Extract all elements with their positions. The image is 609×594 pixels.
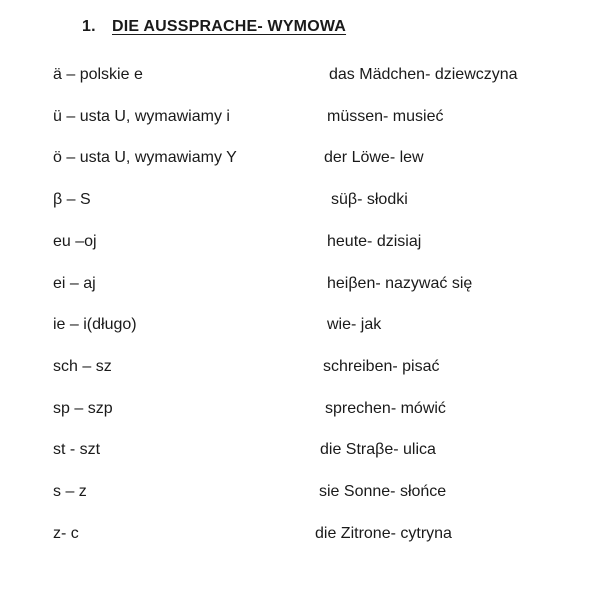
- table-row: [0, 441, 609, 465]
- table-row: [0, 316, 609, 340]
- table-row: [0, 108, 609, 132]
- pronunciation-rule: ü – usta U, wymawiamy i: [53, 107, 230, 125]
- table-row: [0, 233, 609, 257]
- example-word: schreiben- pisać: [323, 357, 440, 375]
- pronunciation-rule: s – z: [53, 483, 87, 500]
- pronunciation-rule: sch – sz: [53, 357, 112, 375]
- section-heading: DIE AUSSPRACHE- WYMOWA: [112, 18, 347, 35]
- pronunciation-rule: ö – usta U, wymawiamy Y: [53, 149, 237, 167]
- example-word: die Zitrone- cytryna: [315, 524, 452, 542]
- example-word: wie- jak: [327, 316, 382, 334]
- table-row: [0, 191, 609, 215]
- example-word: müssen- musieć: [327, 107, 444, 125]
- table-row: [0, 525, 609, 549]
- pronunciation-rule: z- c: [53, 524, 79, 542]
- example-word: heiβen- nazywać się: [327, 274, 473, 292]
- table-row: [0, 400, 609, 424]
- example-word: das Mädchen- dziewczyna: [329, 66, 518, 83]
- pronunciation-rule: st - szt: [53, 441, 101, 459]
- example-word: die Straβe- ulica: [320, 441, 436, 459]
- table-row: [0, 358, 609, 382]
- example-word: sie Sonne- słońce: [319, 483, 447, 500]
- table-row: [0, 66, 609, 90]
- section-title: [82, 18, 346, 36]
- pronunciation-rule: β – S: [53, 191, 91, 209]
- section-number: 1.: [82, 18, 96, 35]
- example-word: heute- dzisiaj: [327, 232, 422, 250]
- pronunciation-rule: ä – polskie e: [53, 66, 143, 83]
- example-word: süβ- słodki: [331, 191, 408, 209]
- example-word: der Löwe- lew: [324, 149, 424, 167]
- table-row: [0, 275, 609, 299]
- pronunciation-rule: sp – szp: [53, 399, 113, 417]
- pronunciation-rule: ei – aj: [53, 274, 96, 292]
- table-row: [0, 483, 609, 507]
- table-row: [0, 149, 609, 173]
- pronunciation-rule: ie – i(długo): [53, 316, 137, 334]
- example-word: sprechen- mówić: [325, 399, 446, 417]
- pronunciation-rule: eu –oj: [53, 232, 97, 250]
